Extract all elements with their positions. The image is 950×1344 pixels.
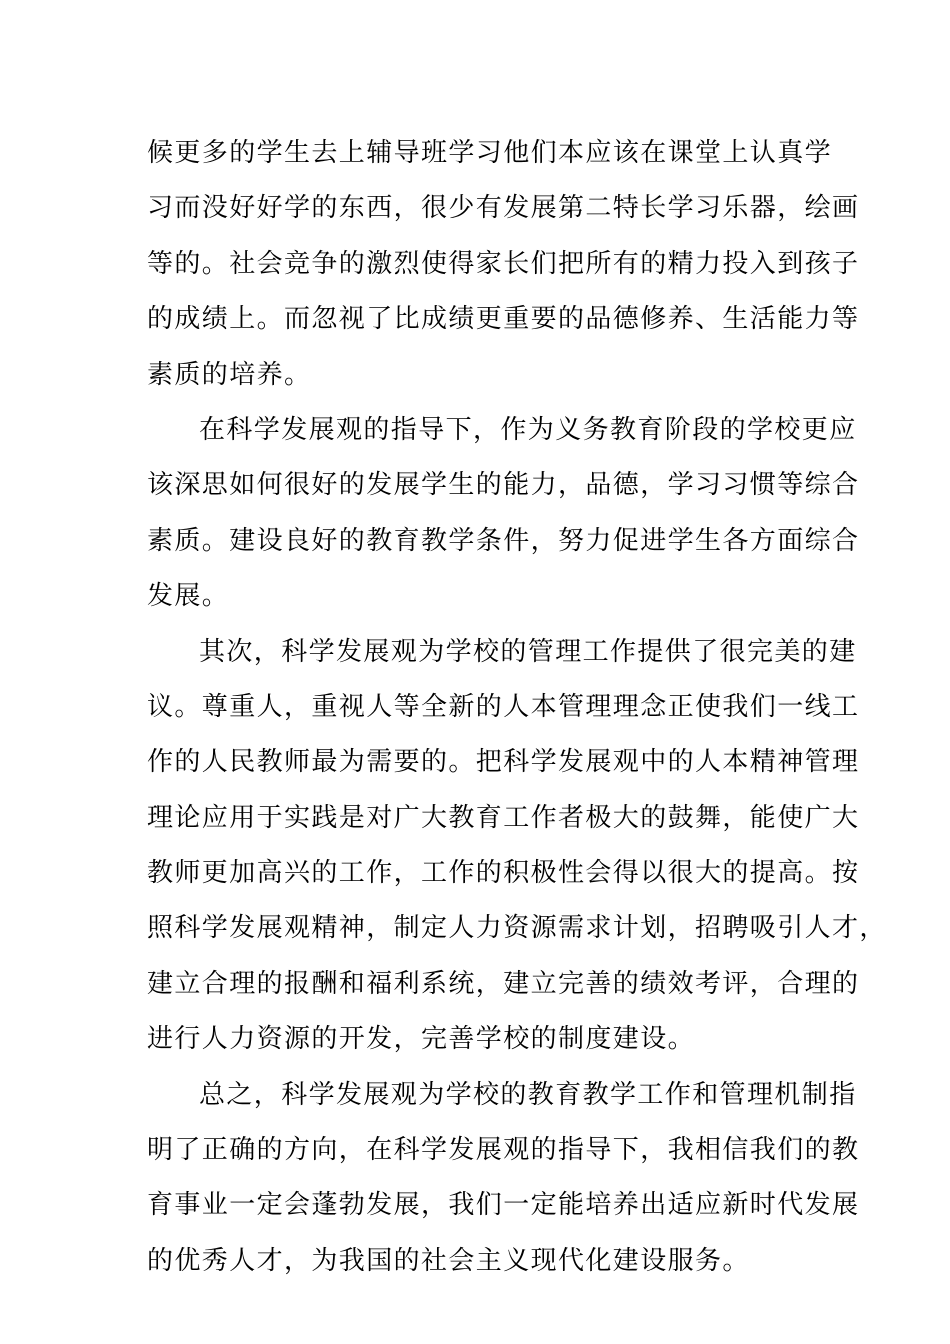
paragraph-first-line: 其次，科学发展观为学校的管理工作提供了很完美的建: [199, 636, 857, 667]
text-line: 进行人力资源的开发，完善学校的制度建设。: [147, 1024, 696, 1055]
body-text: [147, 126, 887, 1289]
text-line: 理论应用于实践是对广大教育工作者极大的鼓舞，能使广大: [147, 802, 860, 833]
text-line: 的成绩上。而忽视了比成绩更重要的品德修养、生活能力等: [147, 304, 860, 335]
text-line: 该深思如何很好的发展学生的能力，品德，学习习惯等综合: [147, 470, 860, 501]
text-line: 发展。: [147, 581, 230, 612]
text-line: 的优秀人才，为我国的社会主义现代化建设服务。: [147, 1245, 750, 1276]
text-line: 议。尊重人，重视人等全新的人本管理理念正使我们一线工: [147, 691, 860, 722]
text-line: 等的。社会竞争的激烈使得家长们把所有的精力投入到孩子: [147, 248, 860, 279]
text-line: 照科学发展观精神，制定人力资源需求计划，招聘吸引人才，: [147, 913, 887, 944]
text-line: 习而没好好学的东西，很少有发展第二特长学习乐器，绘画: [147, 193, 860, 224]
paragraph-first-line: 在科学发展观的指导下，作为义务教育阶段的学校更应: [199, 414, 857, 445]
paragraph-first-line: 总之，科学发展观为学校的教育教学工作和管理机制指: [199, 1079, 857, 1110]
text-line: 育事业一定会蓬勃发展，我们一定能培养出适应新时代发展: [147, 1190, 860, 1221]
text-line: 作的人民教师最为需要的。把科学发展观中的人本精神管理: [147, 747, 860, 778]
text-line: 素质。建设良好的教育教学条件，努力促进学生各方面综合: [147, 525, 860, 556]
text-line: 建立合理的报酬和福利系统，建立完善的绩效考评，合理的: [147, 968, 860, 999]
text-line: 明了正确的方向，在科学发展观的指导下，我相信我们的教: [147, 1135, 860, 1166]
text-line: 候更多的学生去上辅导班学习他们本应该在课堂上认真学: [147, 138, 833, 168]
text-line: 素质的培养。: [147, 359, 312, 390]
text-line: 教师更加高兴的工作，工作的积极性会得以很大的提高。按: [147, 858, 860, 889]
